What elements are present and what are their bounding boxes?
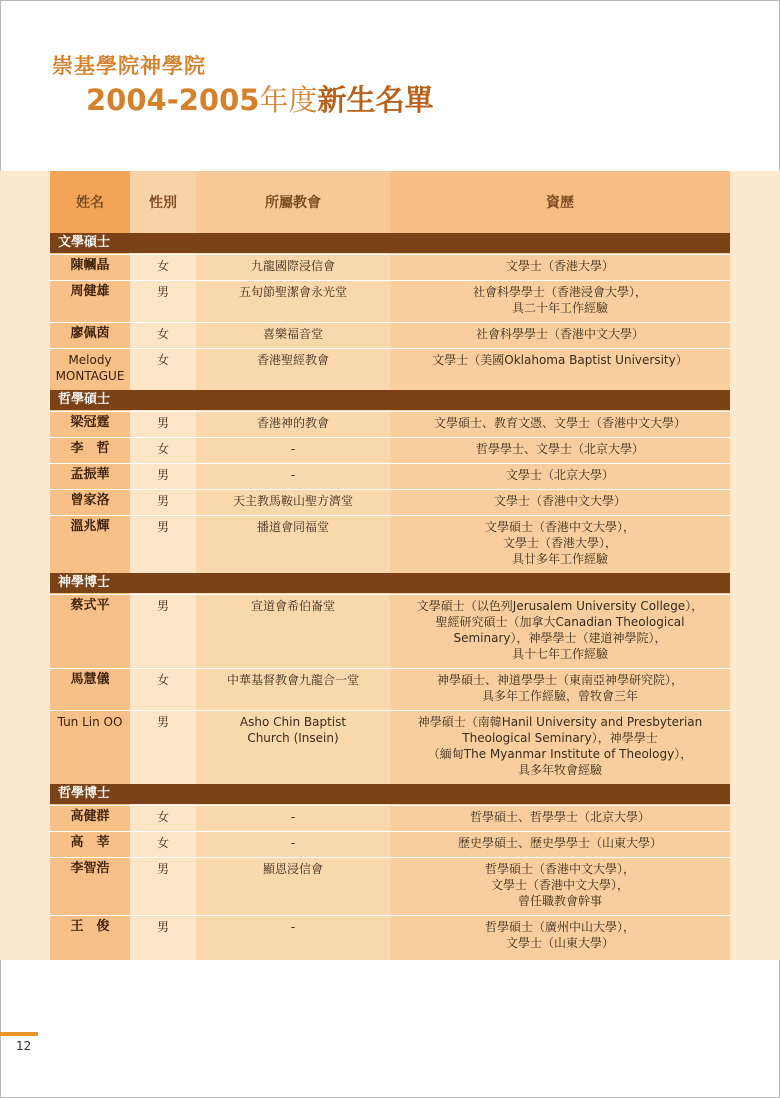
- student-qualification: [390, 464, 730, 490]
- student-qualification-line: 文學士（山東大學）: [505, 936, 614, 950]
- student-qualification-line: 具二十年工作經驗: [511, 301, 608, 315]
- student-qualification: [390, 412, 730, 438]
- student-church: [196, 669, 390, 711]
- title-year: 2004-2005: [86, 83, 260, 117]
- student-name-line: 廖佩茵: [70, 326, 110, 341]
- student-church-line: -: [290, 810, 296, 824]
- student-church-line: 喜樂福音堂: [262, 327, 323, 341]
- student-name-line: MONTAGUE: [55, 369, 125, 383]
- student-church-line: -: [290, 442, 296, 456]
- student-qualification: [390, 281, 730, 323]
- student-church-line: Asho Chin Baptist: [239, 715, 347, 729]
- student-church-line: 香港神的教會: [256, 416, 329, 430]
- student-name: [50, 412, 130, 438]
- student-name-line: 高健群: [70, 809, 110, 824]
- table-row: [50, 411, 730, 437]
- student-church: [196, 438, 390, 464]
- header-sex: 性別: [130, 171, 196, 233]
- student-qualification-line: 哲學碩士（廣州中山大學），: [484, 920, 635, 934]
- student-sex: 女: [156, 442, 169, 456]
- student-qualification-line: 文學碩士、教育文憑、文學士（香港中文大學）: [433, 416, 686, 430]
- student-qualification: [390, 711, 730, 785]
- student-qualification-line: 文學碩士（香港中文大學），: [484, 520, 635, 534]
- table-row: [50, 280, 730, 322]
- student-qualification-line: 哲學學士、文學士（北京大學）: [475, 442, 644, 456]
- student-qualification: [390, 323, 730, 349]
- student-name: [50, 516, 130, 574]
- student-sex: 女: [156, 673, 169, 687]
- section-header: 哲學碩士: [50, 390, 730, 410]
- table-row: [50, 437, 730, 463]
- student-qualification-line: 具廿多年工作經驗: [511, 552, 608, 566]
- student-name-line: 孟振華: [70, 467, 110, 482]
- student-qualification-line: 文學士（香港大學），: [502, 536, 617, 550]
- student-sex: 男: [156, 494, 169, 508]
- student-qualification: [390, 438, 730, 464]
- table-row: [50, 915, 730, 957]
- header-name: 姓名: [50, 171, 130, 233]
- table-row: [50, 489, 730, 515]
- student-church-line: 九龍國際浸信會: [250, 259, 335, 273]
- table-row: [50, 348, 730, 390]
- student-name-line: 曾家洛: [70, 493, 110, 508]
- title-year-suffix: 年度: [259, 83, 318, 117]
- student-qualification-line: 具多年牧會經驗: [517, 763, 602, 777]
- student-church: [196, 490, 390, 516]
- student-sex: 男: [156, 416, 169, 430]
- student-sex: 女: [156, 810, 169, 824]
- section-header: 文學碩士: [50, 233, 730, 253]
- student-church: [196, 323, 390, 349]
- student-qualification-line: Theological Seminary），神學學士: [462, 731, 658, 745]
- student-name-line: 李 哲: [70, 441, 110, 456]
- student-qualification: [390, 516, 730, 574]
- student-name: [50, 323, 130, 349]
- student-name: [50, 464, 130, 490]
- student-church-line: 宣道會希伯崙堂: [250, 599, 335, 613]
- table-row: [50, 515, 730, 573]
- student-qualification: [390, 255, 730, 281]
- title-name: 新生名單: [317, 83, 434, 117]
- student-name-line: 高 莘: [70, 835, 110, 850]
- student-name: [50, 595, 130, 669]
- student-qualification-line: 哲學碩士、哲學學士（北京大學）: [469, 810, 650, 824]
- student-qualification-line: 聖經研究碩士（加拿大Canadian Theological: [435, 615, 685, 629]
- page-title-school: 崇基學院神學院: [52, 54, 206, 78]
- section-header: 神學博士: [50, 573, 730, 593]
- student-church: [196, 349, 390, 391]
- student-name-line: 王 俊: [70, 919, 110, 934]
- student-name-line: 陳幗晶: [70, 258, 110, 273]
- student-church: [196, 255, 390, 281]
- page-number-tab: [0, 1032, 38, 1036]
- table-row: [50, 463, 730, 489]
- student-church-line: Church (Insein): [247, 731, 339, 745]
- student-name-line: 溫兆輝: [70, 519, 110, 534]
- student-church-line: 天主教馬鞍山聖方濟堂: [232, 494, 353, 508]
- student-name: [50, 669, 130, 711]
- student-qualification-line: 文學士（香港大學）: [505, 259, 614, 273]
- student-name-line: Melody: [68, 353, 112, 367]
- table-row: [50, 668, 730, 710]
- student-church-line: 中華基督教會九龍合一堂: [226, 673, 359, 687]
- student-qualification-line: 文學士（香港中文大學）: [493, 494, 626, 508]
- student-church-line: -: [290, 920, 296, 934]
- student-sex: 女: [156, 327, 169, 341]
- student-sex: 男: [156, 920, 169, 934]
- student-sex: 男: [156, 599, 169, 613]
- student-church: [196, 806, 390, 832]
- student-qualification: [390, 595, 730, 669]
- student-qualification-line: （緬甸The Myanmar Institute of Theology），: [427, 747, 693, 761]
- table-row: [50, 594, 730, 668]
- student-qualification-line: 具多年工作經驗，曾牧會三年: [481, 689, 638, 703]
- student-qualification: [390, 832, 730, 858]
- student-name-line: Tun Lin OO: [57, 715, 123, 729]
- table-row: [50, 857, 730, 915]
- table-row: [50, 254, 730, 280]
- student-name-line: 馬慧儀: [70, 672, 110, 687]
- student-qualification: [390, 490, 730, 516]
- student-church-line: -: [290, 468, 296, 482]
- student-sex: 男: [156, 285, 169, 299]
- student-qualification-line: 文學碩士（以色列Jerusalem University College），: [416, 599, 704, 613]
- page-number: 12: [16, 1039, 32, 1053]
- header-church: 所屬教會: [196, 171, 390, 233]
- student-church-line: 香港聖經教會: [256, 353, 329, 367]
- page-title: [86, 78, 434, 119]
- student-qualification-line: Seminary），神學學士（建道神學院），: [453, 631, 667, 645]
- header-qualification: 資歷: [390, 171, 730, 233]
- student-qualification-line: 哲學碩士（香港中文大學），: [484, 862, 635, 876]
- student-name: [50, 916, 130, 958]
- student-church-line: 播道會同福堂: [256, 520, 329, 534]
- student-sex: 女: [156, 353, 169, 367]
- table-row: [50, 805, 730, 831]
- student-sex: 男: [156, 862, 169, 876]
- student-church: [196, 595, 390, 669]
- student-name: [50, 832, 130, 858]
- section-header: 哲學博士: [50, 784, 730, 804]
- student-church: [196, 281, 390, 323]
- student-qualification-line: 文學士（美國Oklahoma Baptist University）: [432, 353, 688, 367]
- student-sex: 男: [156, 468, 169, 482]
- student-name: [50, 806, 130, 832]
- student-church: [196, 711, 390, 785]
- student-name-line: 梁冠霆: [70, 415, 110, 430]
- student-church: [196, 412, 390, 438]
- student-sex: 男: [156, 715, 169, 729]
- student-sex: 女: [156, 259, 169, 273]
- student-name: [50, 490, 130, 516]
- student-name: [50, 438, 130, 464]
- student-qualification-line: 文學士（香港中文大學），: [490, 878, 629, 892]
- table-row: [50, 710, 730, 784]
- student-name: [50, 281, 130, 323]
- student-qualification: [390, 806, 730, 832]
- student-qualification: [390, 669, 730, 711]
- student-qualification: [390, 916, 730, 958]
- student-qualification: [390, 349, 730, 391]
- student-name: [50, 349, 130, 391]
- student-name-line: 周健雄: [70, 284, 110, 299]
- student-qualification-line: 曾任職教會幹事: [517, 894, 602, 908]
- student-church: [196, 916, 390, 958]
- student-qualification-line: 神學碩士、神道學學士（東南亞神學研究院），: [436, 673, 683, 687]
- table-row: [50, 831, 730, 857]
- table-row: [50, 322, 730, 348]
- student-name: [50, 858, 130, 916]
- student-qualification-line: 歷史學碩士、歷史學學士（山東大學）: [457, 836, 662, 850]
- student-church-line: -: [290, 836, 296, 850]
- student-qualification-line: 社會科學學士（香港中文大學）: [475, 327, 644, 341]
- student-qualification-line: 社會科學學士（香港浸會大學），: [472, 285, 647, 299]
- student-church: [196, 832, 390, 858]
- student-sex: 女: [156, 836, 169, 850]
- student-qualification-line: 具十七年工作經驗: [511, 647, 608, 661]
- student-name: [50, 711, 130, 785]
- student-qualification-line: 文學士（北京大學）: [505, 468, 614, 482]
- student-church: [196, 464, 390, 490]
- student-name-line: 蔡式平: [70, 598, 110, 613]
- student-qualification-line: 神學碩士（南韓Hanil University and Presbyterian: [417, 715, 703, 729]
- student-table: [50, 171, 730, 960]
- student-sex: 男: [156, 520, 169, 534]
- student-church: [196, 858, 390, 916]
- student-name-line: 李智浩: [70, 861, 110, 876]
- student-name: [50, 255, 130, 281]
- student-qualification: [390, 858, 730, 916]
- student-church: [196, 516, 390, 574]
- student-church-line: 顯恩浸信會: [262, 862, 323, 876]
- student-church-line: 五旬節聖潔會永光堂: [238, 285, 347, 299]
